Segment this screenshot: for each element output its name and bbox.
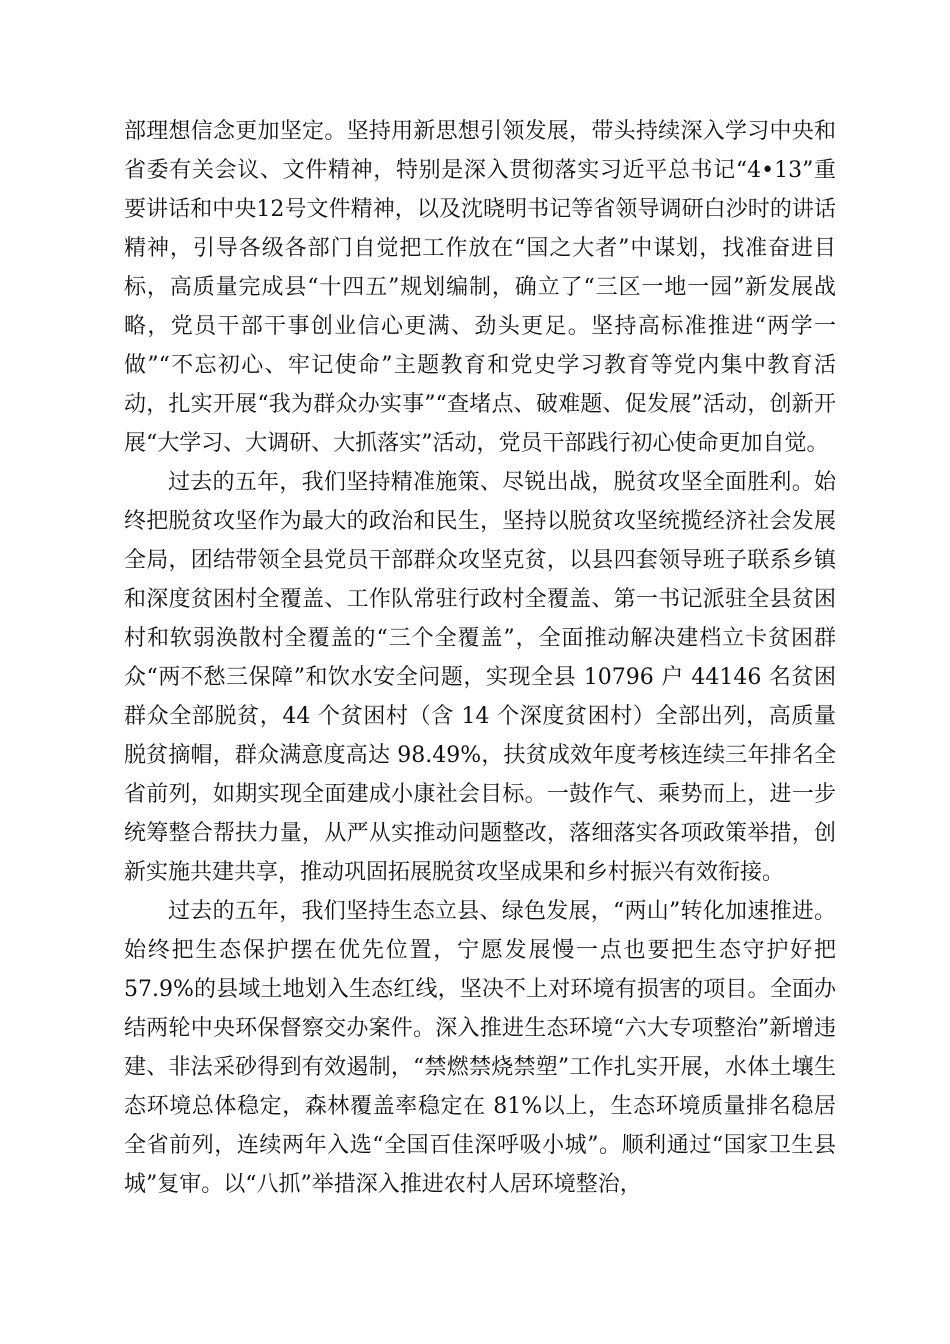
document-body — [124, 112, 836, 1204]
paragraph-ecology: 过去的五年，我们坚持生态立县、绿色发展，“两山”转化加速推进。始终把生态保护摆在优先位置，宁愿发展慢一点也要把生态守护好把 57.9%的县域土地划入生态红线，坚决不上对环境有损害的项目。全面办结两轮中央环保督察交办案件。深入推进生态环境“六大专项整治”新增违建、非法采砂得到有效遏制，“禁燃禁烧禁塑”工作扎实开展，水体土壤生态环境总体稳定，森林覆盖率稳定在 81%以上，生态环境质量排名稳居全省前列，连续两年入选“全国百佳深呼吸小城”。顺利通过“国家卫生县城”复审。以“八抓”举措深入推进农村人居环境整治， — [124, 899, 836, 1197]
paragraph-poverty-alleviation: 过去的五年，我们坚持精准施策、尽锐出战，脱贫攻坚全面胜利。始终把脱贫攻坚作为最大的政治和民生，坚持以脱贫攻坚统揽经济社会发展全局，团结带领全县党员干部群众攻坚克贫，以县四套领导班子联系乡镇和深度贫困村全覆盖、工作队常驻行政村全覆盖、第一书记派驻全县贫困村和软弱涣散村全覆盖的“三个全覆盖”，全面推动解决建档立卡贫困群众“两不愁三保障”和饮水安全问题，实现全县 10796 户 44146 名贫困群众全部脱贫，44 个贫困村（含 14 个深度贫困村）全部出列，高质量脱贫摘帽，群众满意度高达 98.49%，扶贫成效年度考核连续三年排名全省前列，如期实现全面建成小康社会目标。一鼓作气、乘势而上，进一步统筹整合帮扶力量，从严从实推动问题整改，落细落实各项政策举措，创新实施共建共享，推动巩固拓展脱贫攻坚成果和乡村振兴有效衔接。 — [124, 470, 836, 885]
paragraph-party-ideals: 部理想信念更加坚定。坚持用新思想引领发展，带头持续深入学习中央和省委有关会议、文件精神，特别是深入贯彻落实习近平总书记“4•13”重要讲话和中央12号文件精神，以及沈晓明书记等省领导调研白沙时的讲话精神，引导各级各部门自觉把工作放在“国之大者”中谋划，找准奋进目标，高质量完成县“十四五”规划编制，确立了“三区一地一园”新发展战略，党员干部干事创业信心更满、劲头更足。坚持高标准推进“两学一做”“不忘初心、牢记使命”主题教育和党史学习教育等党内集中教育活动，扎实开展“我为群众办实事”“查堵点、破难题、促发展”活动，创新开展“大学习、大调研、大抓落实”活动，党员干部践行初心使命更加自觉。 — [124, 119, 836, 456]
